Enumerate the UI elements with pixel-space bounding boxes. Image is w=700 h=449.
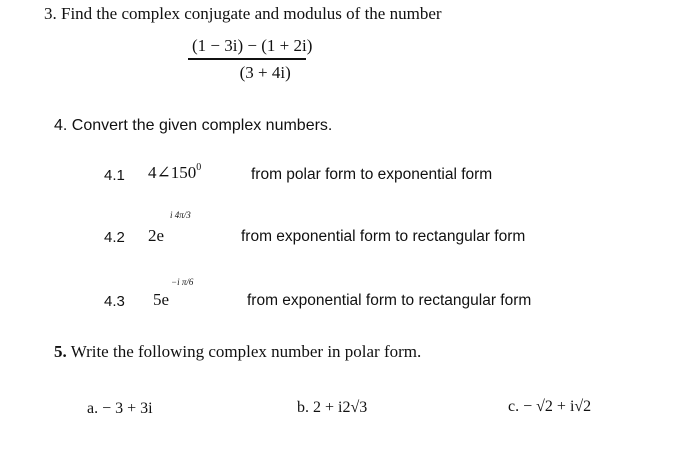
item-4-2-exponent: i 4π/3	[170, 210, 191, 220]
item-4-3-description: from exponential form to rectangular form	[247, 292, 532, 309]
question-3-text: 3. Find the complex conjugate and modulus of the number	[44, 4, 442, 23]
item-4-3-exponent: −i π/6	[171, 277, 194, 287]
answer-b	[297, 399, 367, 417]
item-4-3-expression-base: 5e	[153, 290, 170, 309]
item-4-1-expression-base: 4∠150	[148, 163, 197, 182]
answer-b-label: b.	[297, 399, 309, 416]
item-4-1-expression	[148, 163, 201, 183]
answer-a-expression: − 3 + 3i	[102, 400, 153, 417]
answer-c-expression: − √2 + i√2	[523, 398, 592, 415]
answer-c-label: c.	[508, 398, 520, 415]
question-4-heading: 4. Convert the given complex numbers.	[54, 117, 333, 134]
item-4-2-description: from exponential form to rectangular form	[241, 228, 526, 245]
answer-a-label: a.	[87, 400, 99, 417]
answer-b-expression: 2 + i2√3	[313, 399, 368, 416]
item-4-1-expression-degree: 0	[196, 162, 202, 173]
answer-c	[508, 398, 591, 416]
fraction-numerator: (1 − 3i) − (1 + 2i)	[192, 36, 313, 55]
item-4-2-expression-base: 2e	[148, 226, 165, 245]
item-4-2-number: 4.2	[104, 229, 125, 246]
answer-a	[87, 400, 153, 418]
question-3-fraction	[188, 36, 316, 83]
fraction-denominator: (3 + 4i)	[239, 62, 291, 82]
item-4-1-number: 4.1	[104, 167, 125, 184]
item-4-3-number: 4.3	[104, 293, 125, 310]
question-5-number: 5.	[54, 342, 67, 361]
item-4-1-description: from polar form to exponential form	[251, 166, 493, 183]
question-5-text: Write the following complex number in polar form.	[70, 342, 422, 361]
fraction-bar	[188, 58, 306, 60]
question-5	[54, 342, 421, 362]
